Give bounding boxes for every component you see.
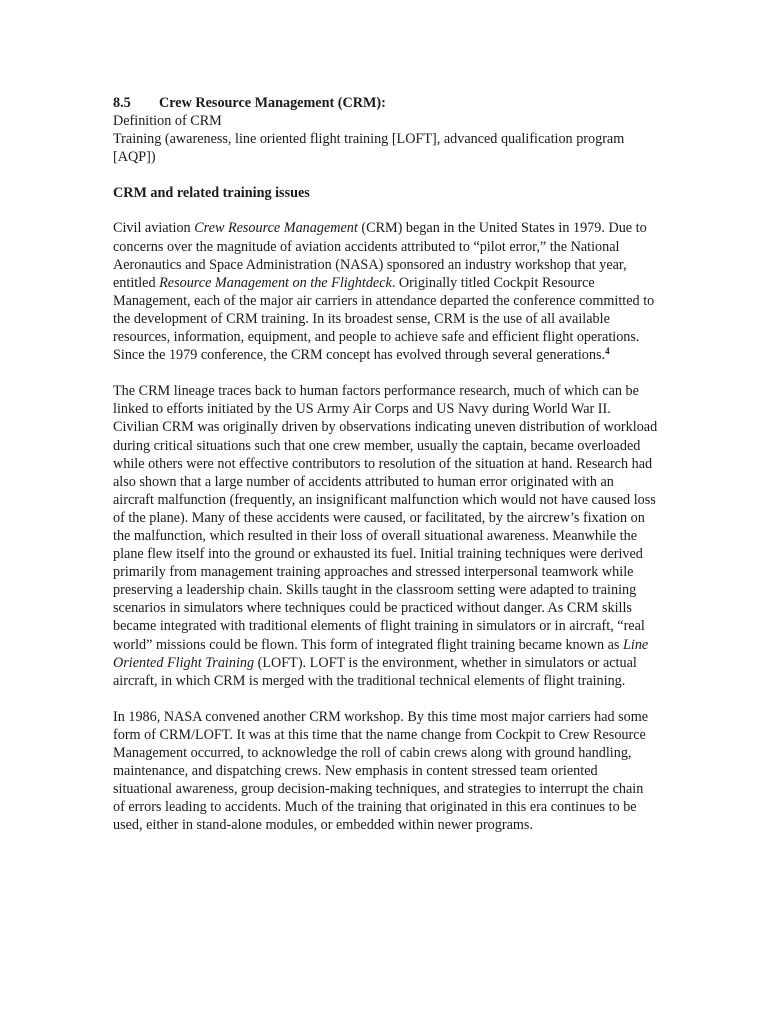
paragraph-2-text-b: (LOFT). LOFT is the environment, whether in simulators or actual aircraft, in which CRM is merged with the traditional technical elements of flight training. bbox=[113, 654, 637, 689]
paragraph-1-italic-title: Resource Management on the Flightdeck bbox=[159, 274, 392, 291]
paragraph-1-text-b: (CRM) began in the United States in 1979. Due to concerns over the magnitude of aviation accidents attributed to “pilot error,” the National Aeronautics and Space Administration (NASA) sponsored an industry workshop that year, entitled bbox=[113, 220, 647, 291]
training-line: Training (awareness, line oriented flight training [LOFT], advanced qualification program [AQP]) bbox=[113, 131, 625, 166]
paragraph-2-italic-loft: Line Oriented Flight Training bbox=[113, 636, 649, 671]
section-heading bbox=[113, 94, 658, 112]
definition-line: Definition of CRM bbox=[113, 113, 222, 130]
paragraph-1-text-a: Civil aviation bbox=[113, 220, 195, 237]
paragraph-1-italic-crm: Crew Resource Management bbox=[194, 220, 358, 237]
paragraph-3-text: In 1986, NASA convened another CRM workshop. By this time most major carriers had some form of CRM/LOFT. It was at this time that the name change from Cockpit to Crew Resource Management occurred, to acknowledge the roll of cabin crews along with ground handling, maintenance, and dispatching crews. New emphasis in content stressed team oriented situational awareness, group decision-making techniques, and strategies to interrupt the chain of errors leading to accidents. Much of the training that originated in this era continues to be used, either in stand-alone modules, or embedded within newer programs. bbox=[113, 708, 649, 834]
document-page bbox=[113, 94, 658, 834]
paragraph-3 bbox=[113, 708, 658, 835]
paragraph-2 bbox=[113, 382, 658, 690]
paragraph-1 bbox=[113, 219, 658, 364]
footnote-marker: 4 bbox=[605, 346, 610, 357]
paragraph-1-text-c: . Originally titled Cockpit Resource Management, each of the major air carriers in attendance departed the conference committed to the development of CRM training. In its broadest sense, CRM is the use of all available resources, information, equipment, and people to achieve safe and efficient flight operations. Since the 1979 conference, the CRM concept has evolved through several generations. bbox=[113, 274, 655, 364]
subheading: CRM and related training issues bbox=[113, 185, 310, 202]
section-title: Crew Resource Management (CRM): bbox=[159, 95, 386, 111]
paragraph-2-text-a: The CRM lineage traces back to human factors performance research, much of which can be linked to efforts initiated by the US Army Air Corps and US Navy during World War II. Civilian CRM was originally driven by observations indicating uneven distribution of workload during critical situations such that one crew member, usually the captain, became overloaded while others were not effective contributors to resolution of the situation at hand. Research had also shown that a large number of accidents attributed to human error originated with an aircraft malfunction (frequently, an insignificant malfunction which would not have caused loss of the plane). Many of these accidents were caused, or facilitated, by the aircrew’s fixation on the malfunction, which resulted in their loss of overall situational awareness. Meanwhile the plane flew itself into the ground or exhausted its fuel. Initial training techniques were derived primarily from management training approaches and stressed interpersonal teamwork while preserving a leadership chain. Skills taught in the classroom setting were adapted to training scenarios in simulators where techniques could be practiced without danger. As CRM skills became integrated with traditional elements of flight training in simulators or in aircraft, “real world” missions could be flown. This form of integrated flight training became known as bbox=[113, 383, 658, 653]
section-number: 8.5 bbox=[113, 95, 131, 111]
